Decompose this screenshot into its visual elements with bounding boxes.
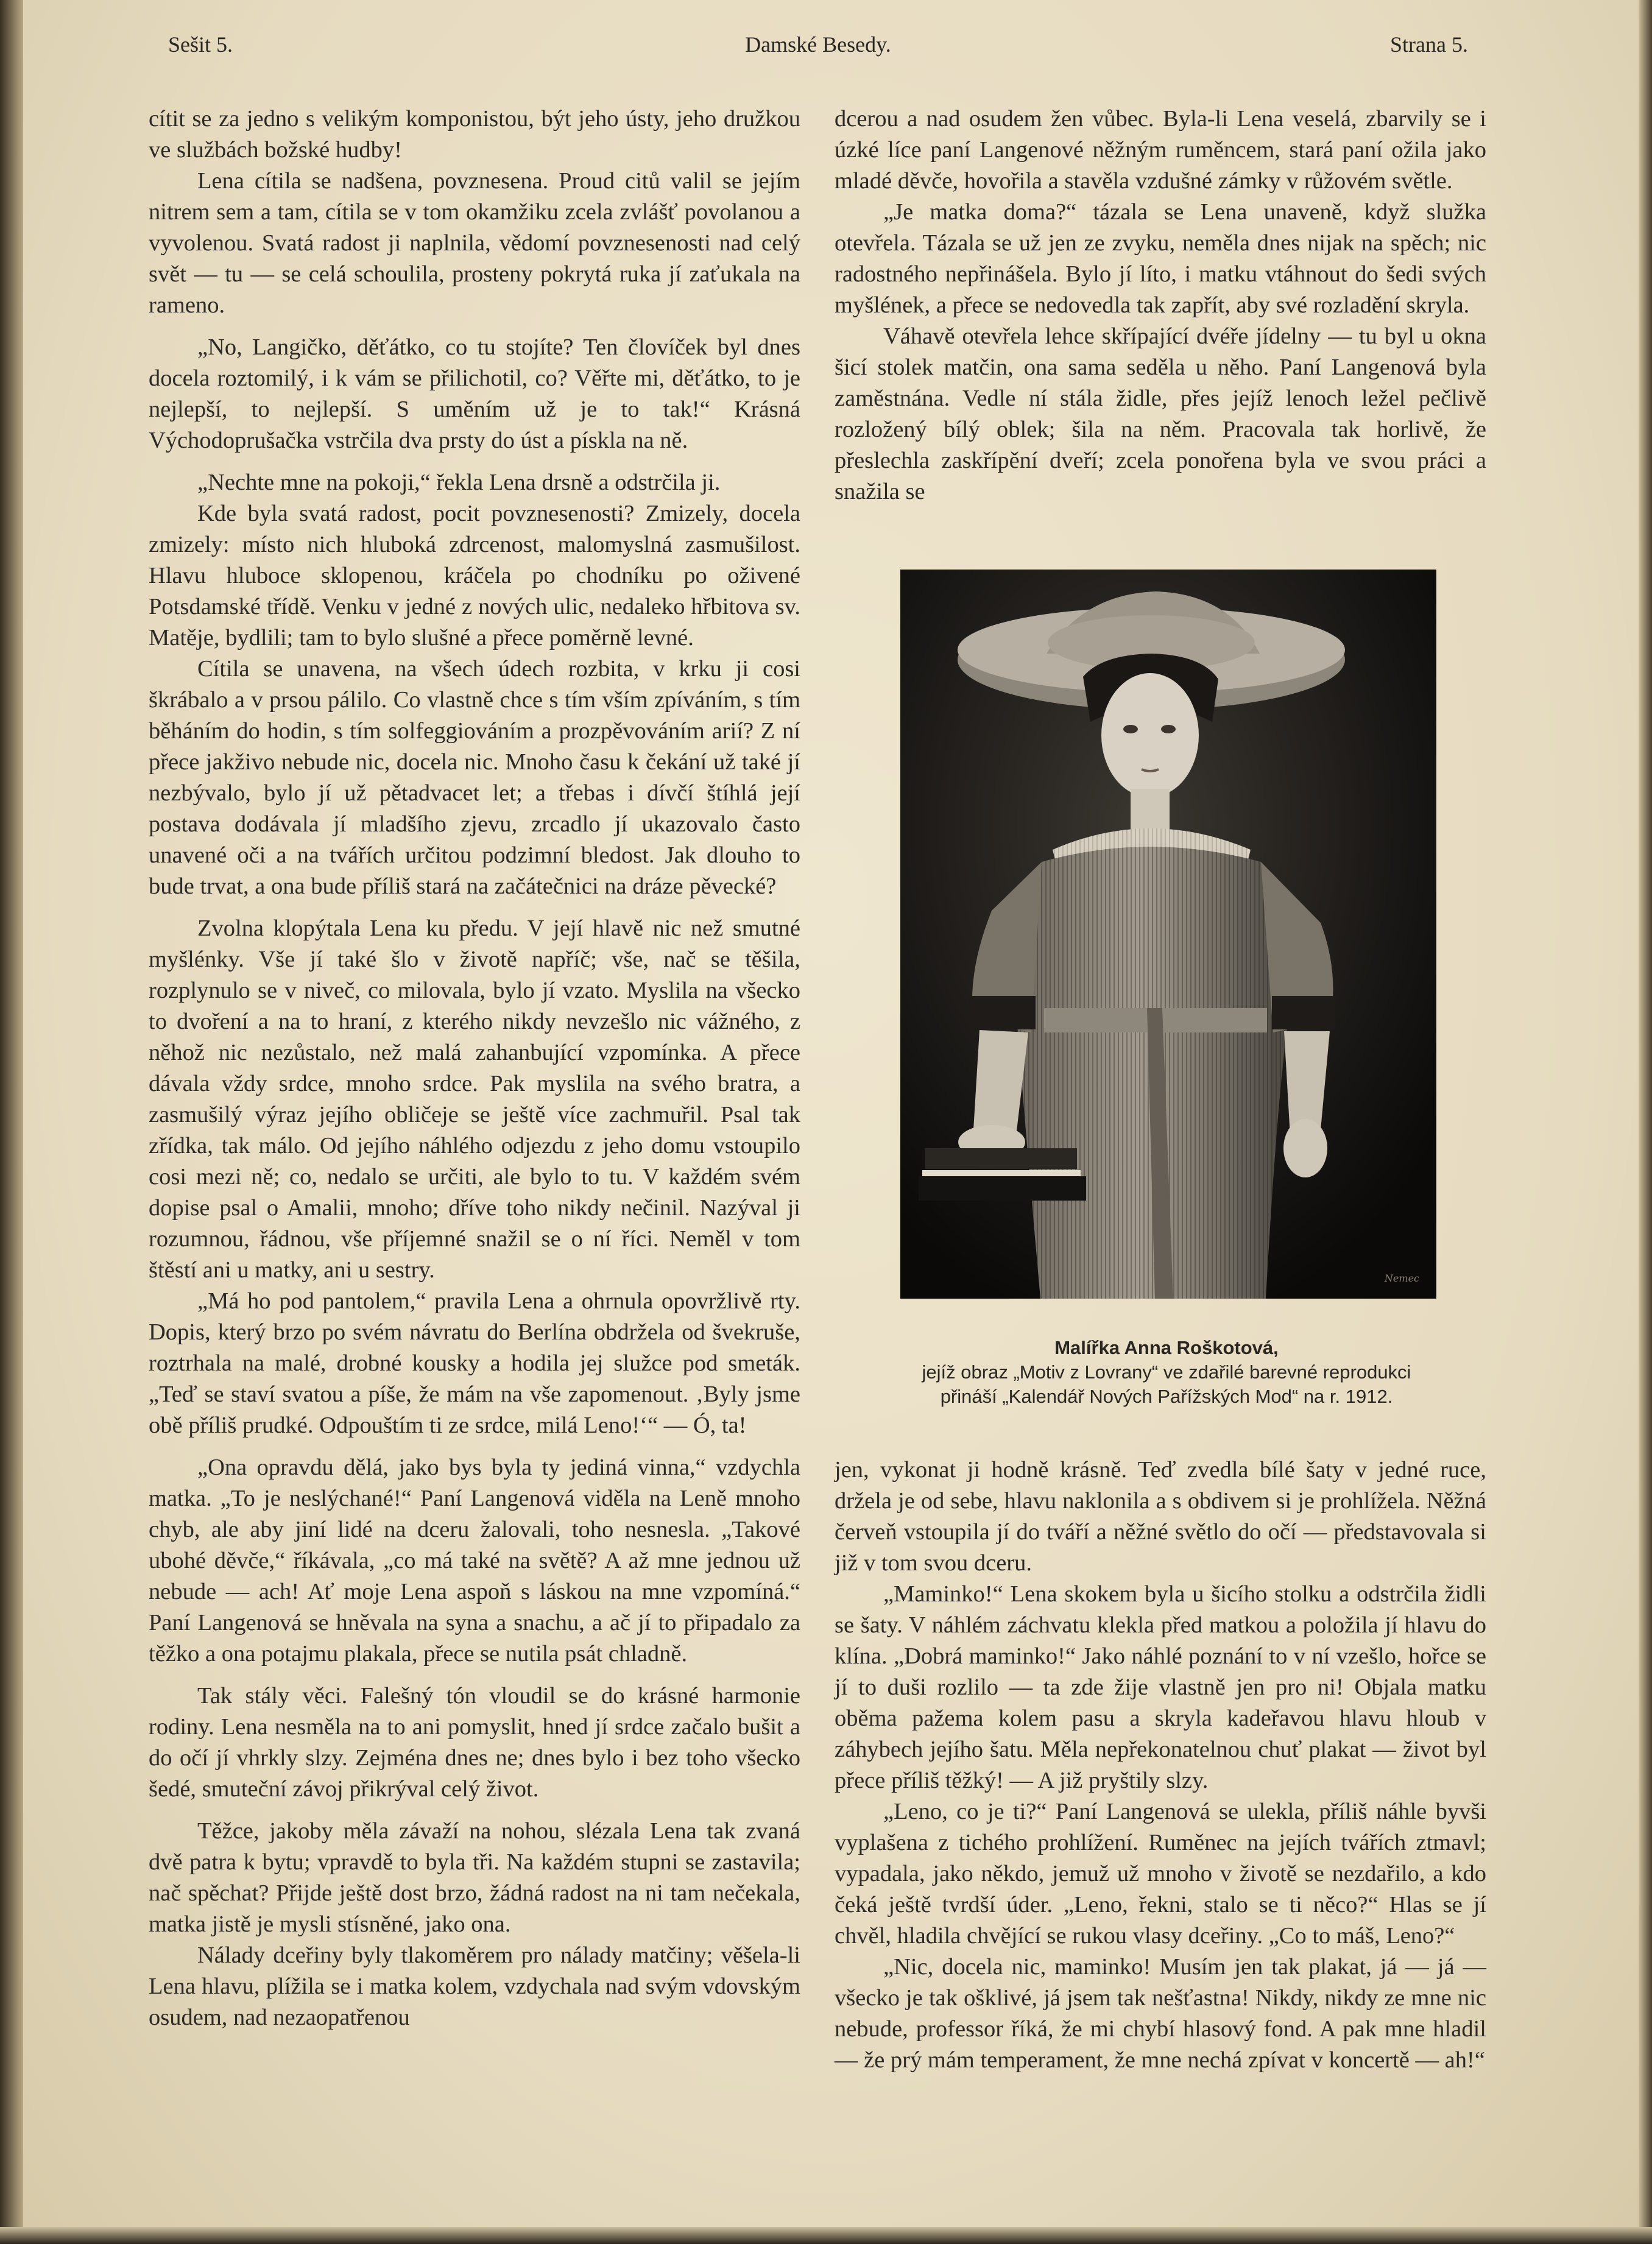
paragraph: Kde byla svatá radost, pocit povznesenosti? Zmizely, docela zmizely: místo nich hluboká zdrcenost, malomyslná zasmušilost. Hlavu hluboce sklopenou, kráčela po chodníku po oživené Potsdamské třídě. Venku v jedné z nových ulic, nedaleko hřbitova sv. Matěje, bydlili; tam to bylo slušné a přece poměrně levné. bbox=[149, 501, 800, 651]
caption-title bbox=[841, 1336, 1492, 1360]
paragraph: „Ona opravdu dělá, jako bys byla ty jediná vinna,“ vzdychla matka. „To je neslýchané!“ Paní Langenová viděla na Leně mnoho chyb, ale aby jiní lidé na dceru žalovali, toho nesnesla. „Takové ubohé děvče,“ říkávala, „co má také na světě? A až mne jednou už nebude — ach! Ať moje Lena aspoň s láskou na mne vzpomíná.“ Paní Langenová se hněvala na syna a snachu, a ač jí to připadalo za těžko a ona potajmu plakala, přece se nutila psát chladně. bbox=[149, 1455, 800, 1667]
page-number: Strana 5. bbox=[1390, 32, 1468, 57]
issue-number: Sešit 5. bbox=[168, 32, 233, 57]
paragraph: Lena cítila se nadšena, povznesena. Proud citů valil se jejím nitrem sem a tam, cítila se v tom okamžiku zcela zvlášť povolanou a vyvolenou. Svatá radost ji naplnila, vědomí povznesenosti nad celý svět — tu — se celá schoulila, prosteny pokrytá ruka jí zaťukala na rameno. bbox=[149, 168, 800, 318]
paragraph: Zvolna klopýtala Lena ku předu. V její hlavě nic než smutné myšlénky. Vše jí také šlo v životě napříč; vše, nač se těšila, rozplynulo se v niveč, co milovala, bylo jí vzato. Myslila na všecko to dvoření a na to hraní, z kterého nikdy nevzešlo nic vážného, z něhož nic nezůstalo, než malá zahanbující vzpomínka. A přece dávala vždy srdce, mnoho srdce. Pak myslila na svého bratra, a zasmušilý výraz jejího obličeje se ještě více zachmuřil. Psal tak zřídka, tak málo. Od jejího náhlého odjezdu z jeho domu vstoupilo cosi mezi ně; co, nedalo se určiti, ale bylo to tu. V každém svém dopise psal o Amalii, mnoho; dříve toho nikdy nečinil. Nazýval ji rozumnou, řádnou, vše příjemné snažil se o ní říci. Neměl v tom štěstí ani u matky, ani u sestry. bbox=[149, 916, 800, 1283]
paragraph: jen, vykonat ji hodně krásně. Teď zvedla bílé šaty v jedné ruce, držela je od sebe, hlavu naklonila a s obdivem si je prohlížela. Něžná červeň vstoupila jí do tváří a něžné světlo do očí — představovala si již v tom svou dceru. bbox=[835, 1457, 1486, 1576]
caption-line: přináší „Kalendář Nových Pařížských Mod“ na r. 1912. bbox=[940, 1386, 1393, 1407]
publication-title: Damské Besedy. bbox=[745, 32, 891, 57]
scan-edge-bottom bbox=[0, 2227, 1652, 2244]
scan-edge-right bbox=[1639, 0, 1652, 2244]
paragraph: „Má ho pod pantolem,“ pravila Lena a ohrnula opovržlivě rty. Dopis, který brzo po svém návratu do Berlína obdržela od švekruše, roztrhala na malé, drobné kousky a hodila jej služce pod smeták. „Teď se staví svatou a píše, že mám na vše zapomenout. ‚Byly jsme obě příliš prudké. Odpouštím ti ze srdce, milá Leno!‘“ — Ó, ta! bbox=[149, 1288, 800, 1438]
scan-edge-left bbox=[0, 0, 23, 2244]
right-text-column-bottom bbox=[835, 1455, 1486, 2076]
paragraph: cítit se za jedno s velikým komponistou, být jeho ústy, jeho družkou ve službách božské hudby! bbox=[149, 106, 800, 163]
paragraph: Nálady dceřiny byly tlakoměrem pro nálady matčiny; věšela-li Lena hlavu, plížila se i matka kolem, vzdychala nad svým vdovským osudem, nad nezaopatřenou bbox=[149, 1942, 800, 2030]
paragraph: „Leno, co je ti?“ Paní Langenová se ulekla, příliš náhle byvši vyplašena z tichého prohlížení. Ruměnec na jejích tvářích ztmavl; vypadala, jako někdo, jemuž už mnoho v životě se nezdařilo, a kdo čeká ještě tvrdší úder. „Leno, řekni, stalo se ti něco?“ Hlas se jí chvěl, hladila chvějící se rukou vlasy dceřiny. „Co to máš, Leno?“ bbox=[835, 1799, 1486, 1949]
paragraph: Cítila se unavena, na všech údech rozbita, v krku ji cosi škrábalo a v prsou pálilo. Co vlastně chce s tím vším zpíváním, s tím běháním do hodin, s tím solfeggiováním a prozpěvováním arií? Z ní přece jakživo nebude nic, docela nic. Mnoho času k čekání už také jí nezbývalo, bylo jí už pětadvacet let; a třebas i dívčí štíhlá její postava dodávala jí mladšího zjevu, zrcadlo jí ukazovalo často unavené oči a na tvářích určitou podzimní bledost. Jak dlouho to bude trvat, a ona bude příliš stará na začátečnici na dráze pěvecké? bbox=[149, 656, 800, 899]
paragraph: „No, Langičko, děťátko, co tu stojíte? Ten človíček byl dnes docela roztomilý, i k vám se přilichotil, co? Věřte mi, děťátko, to je nejlepší, to nejlepší. S uměním už je to tak!“ Krásná Východoprušačka vstrčila dva prsty do úst a pískla na ně. bbox=[149, 334, 800, 453]
paragraph: „Je matka doma?“ tázala se Lena unaveně, když služka otevřela. Tázala se už jen ze zvyku, neměla dnes nijak na spěch; nic radostného nepřinášela. Bylo jí líto, i matku vtáhnout do šedi svých myšlének, a přece se nedovedla tak zapřít, aby své rozladění skryla. bbox=[835, 199, 1486, 318]
photo-caption bbox=[841, 1336, 1492, 1409]
paragraph: dcerou a nad osudem žen vůbec. Byla-li Lena veselá, zbarvily se i úzké líce paní Langenové něžným ruměncem, stará paní ožila jako mladé děvče, hovořila a stavěla vzdušné zámky v růžovém světle. bbox=[835, 106, 1486, 194]
photographer-signature: Nemec bbox=[1384, 1272, 1419, 1284]
paragraph: „Maminko!“ Lena skokem byla u šicího stolku a odstrčila židli se šaty. V náhlém záchvatu klekla před matkou a položila jí hlavu do klína. „Dobrá maminko!“ Jako náhlé poznání to v ní vzešlo, hořce se jí to duši rozlilo — ta zde žije vlastně jen pro ni! Objala matku oběma pažema kolem pasu a skryla kadeřavou hlavu hloub v záhybech jejího šatu. Měla nepřekonatelnou chuť plakat — život byl přece příliš těžký! — A již pryštily slzy. bbox=[835, 1581, 1486, 1793]
paragraph: Těžce, jakoby měla závaží na nohou, slézala Lena tak zvaná dvě patra k bytu; vpravdě to byla tři. Na každém stupni se zastavila; nač spěchat? Přijde ještě dost brzo, žádná radost na ni tam nečekala, matka jistě je mysli stísněné, jako ona. bbox=[149, 1818, 800, 1937]
right-text-column-top bbox=[835, 104, 1486, 507]
paragraph: Váhavě otevřela lehce skřípající dvéře jídelny — tu byl u okna šicí stolek matčin, ona sama seděla u něho. Paní Langenová byla zaměstnána. Vedle ní stála židle, přes jejíž lenoch ležel pečlivě rozložený bílý oblek; šila na něm. Pracovala tak horlivě, že přeslechla zaskřípění dveří; zcela ponořena byla ve svou práci a snažila se bbox=[835, 323, 1486, 504]
caption-line: jejíž obraz „Motiv z Lovrany“ ve zdařilé barevné reprodukci bbox=[922, 1361, 1411, 1383]
left-text-column bbox=[149, 104, 800, 2033]
portrait-photograph bbox=[900, 570, 1436, 1299]
portrait-illustration bbox=[900, 570, 1436, 1299]
caption-prefix: Malířka bbox=[1054, 1337, 1124, 1358]
paragraph: Tak stály věci. Falešný tón vloudil se do krásné harmonie rodiny. Lena nesměla na to ani pomyslit, hned jí srdce začalo bušit a do očí jí vhrkly slzy. Zejména dnes ne; dnes bylo i bez toho všecko šedé, smuteční závoj přikrýval celý život. bbox=[149, 1683, 800, 1802]
paragraph: „Nic, docela nic, maminko! Musím jen tak plakat, já — já — všecko je tak ošklivé, já jsem tak nešťastna! Nikdy, nikdy ze mne nic nebude, professor říká, že mi chybí hlasový fond. A pak mne hladil — že prý mám temperament, že mne nechá zpívat v koncertě — ah!“ bbox=[835, 1954, 1486, 2073]
caption-artist-name: Anna Roškotová, bbox=[1124, 1337, 1279, 1358]
running-header bbox=[168, 32, 1468, 68]
paragraph: „Nechte mne na pokoji,“ řekla Lena drsně a odstrčila ji. bbox=[197, 470, 721, 495]
